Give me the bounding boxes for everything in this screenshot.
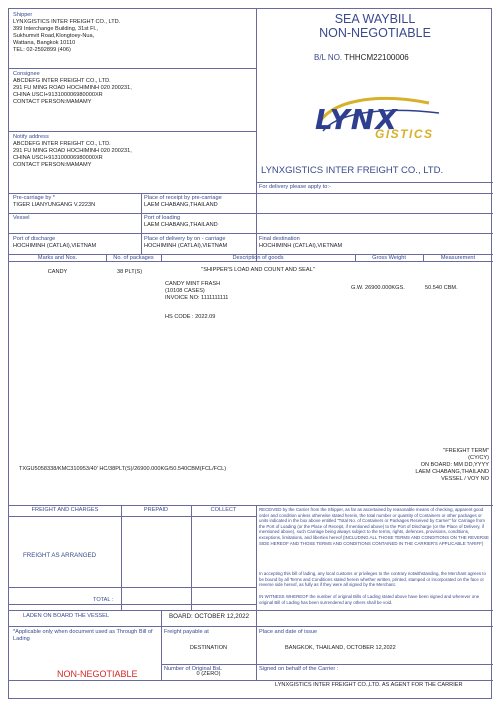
bl-number-value: THHCM22100006	[344, 53, 409, 62]
delivery-apply-label: For delivery please apply to:-	[259, 184, 331, 190]
place-receipt-field	[144, 195, 222, 209]
consignee-line: 291 FU MING ROAD HOCHIMINH 020 200231,	[13, 85, 132, 91]
consignee-label: Consignee	[13, 71, 40, 77]
footer-non-negotiable: NON-NEGOTIABLE	[57, 669, 138, 679]
shipper-load-count: "SHIPPER'S LOAD AND COUNT AND SEAL"	[201, 267, 315, 273]
notify-line: ABCDEFG INTER FREIGHT CO., LTD.	[13, 141, 111, 147]
goods-desc-line: INVOICE NO: 1111111111	[165, 295, 229, 301]
shipper-label: Shipper	[13, 12, 33, 18]
port-discharge-label: Port of discharge	[13, 236, 56, 242]
pre-carriage-label: Pre-carriage by *	[13, 195, 55, 201]
consignee-line: CHINA USCI+913100006980000XR	[13, 92, 103, 98]
freight-term-line: ON BOARD: MM DD,YYYY	[420, 462, 489, 468]
freight-payable-field	[164, 629, 209, 636]
freight-term-line: VESSEL / VOY NO	[441, 476, 489, 482]
notify-line: CHINA USCI+913100006980000XR	[13, 155, 103, 161]
shipper-line: LYNXGISTICS INTER FREIGHT CO., LTD.	[13, 19, 121, 25]
vessel-field	[13, 215, 29, 222]
hs-code: HS CODE : 2022.09	[165, 314, 216, 320]
freight-term-line: (CY/CY)	[468, 455, 489, 461]
original-bl-label: Number of Original BsL	[164, 666, 223, 672]
notify-label: Notify address	[13, 134, 49, 140]
header-gross-weight: Gross Weight	[372, 255, 406, 261]
pre-carriage-field	[13, 195, 95, 209]
container-line: TXGU5058338/KMC310953/40' HC/38PLT(S)/26900.000KG/50.540CBM(FCL/FCL)	[19, 466, 227, 472]
freight-term-block	[339, 448, 489, 483]
place-issue-field	[259, 629, 317, 636]
logo-text-lynx: LYNX	[315, 103, 398, 136]
shipper-line: TEL: 02-2592899 (406)	[13, 47, 71, 53]
applicable-note: *Applicable only when document used as Through Bill of Lading	[13, 629, 153, 642]
port-discharge-field	[13, 236, 96, 250]
laden-label: LADEN ON BOARD THE VESSEL	[23, 613, 110, 619]
header-packages: No. of packages	[113, 255, 154, 261]
total-label: TOTAL :	[93, 597, 114, 603]
bl-number-label: B/L NO.	[314, 53, 343, 62]
company-logo	[309, 91, 459, 151]
terms-accepting: In accepting this bill of lading, any local customs or privileges to the contrary notwithstanding, the Merchant agrees to be bound by all Terms and Conditions stated herein whether written, printed, stamped or incorporated on the face or reverse side hereof, as fully as if they were all signed by the Merchant.	[259, 571, 486, 588]
collect-header: COLLECT	[210, 507, 237, 513]
goods-description	[165, 281, 228, 302]
laden-board-date: BOARD: OCTOBER 12,2022	[169, 613, 250, 620]
logo-text-gistics: GISTICS	[375, 127, 434, 141]
title-sea-waybill: SEA WAYBILL	[334, 12, 416, 26]
sea-waybill-document	[8, 8, 492, 699]
company-name: LYNXGISTICS INTER FREIGHT CO., LTD.	[261, 165, 444, 176]
place-delivery-field	[144, 236, 227, 250]
freight-term-line: "FREIGHT TERM"	[443, 448, 489, 454]
vessel-label: Vessel	[13, 215, 30, 221]
shipper-section	[13, 12, 253, 54]
port-loading-label: Port of loading	[144, 215, 181, 221]
goods-packages: 38 PLT(S)	[117, 269, 143, 275]
document-title	[259, 13, 491, 40]
bl-number	[314, 53, 409, 62]
port-loading-field	[144, 215, 218, 229]
freight-arranged: FREIGHT AS ARRANGED	[23, 552, 97, 559]
notify-section	[13, 134, 253, 169]
port-discharge-value: HOCHIMINH (CATLAI),VIETNAM	[13, 243, 97, 249]
place-delivery-value: HOCHIMINH (CATLAI),VIETNAM	[144, 243, 228, 249]
consignee-line: ABCDEFG INTER FREIGHT CO., LTD.	[13, 78, 111, 84]
freight-charges-header: FREIGHT AND CHARGES	[31, 507, 99, 513]
freight-payable-value: DESTINATION	[189, 645, 228, 651]
shipper-line: 399 Interchange Building, 31st Fl.,	[13, 26, 98, 32]
freight-payable-label: Freight payable at	[164, 629, 209, 635]
notify-line: CONTACT PERSON:MAMAMY	[13, 162, 92, 168]
final-destination-field	[259, 236, 342, 250]
header-measurement: Measurement	[440, 255, 476, 261]
prepaid-header: PREPAID	[143, 507, 169, 513]
consignee-line: CONTACT PERSON:MAMAMY	[13, 99, 92, 105]
goods-desc-line: CANDY MINT FRASH	[165, 281, 221, 287]
signed-value: LYNXGISTICS INTER FREIGHT CO.,LTD. AS AGENT FOR THE CARRIER	[275, 682, 463, 688]
header-marks: Marks and Nos.	[37, 255, 78, 261]
shipper-line: Sukhumvit Road,Klongtoey-Nua,	[13, 33, 95, 39]
original-bl-value: 0 (ZERO)	[196, 671, 221, 677]
title-non-negotiable: NON-NEGOTIABLE	[319, 25, 431, 40]
place-issue-value: BANGKOK, THAILAND, OCTOBER 12,2022	[285, 645, 396, 651]
measurement-value: 50.540 CBM.	[425, 285, 458, 291]
pre-carriage-value: TIGER LIANYUNGANG V.2223N	[13, 202, 96, 208]
place-receipt-value: LAEM CHABANG,THAILAND	[144, 202, 218, 208]
goods-desc-line: (10108 CASES)	[165, 288, 205, 294]
gross-weight-value: G.W. 26900.000KGS.	[351, 285, 405, 291]
place-receipt-label: Place of receipt by pre-carriage	[144, 195, 222, 201]
port-loading-value: LAEM CHABANG,THAILAND	[144, 222, 218, 228]
final-destination-value: HOCHIMINH (CATLAI),VIETNAM	[259, 243, 343, 249]
freight-term-line: LAEM CHABANG,THAILAND	[415, 469, 489, 475]
goods-marks: CANDY	[47, 269, 68, 275]
final-destination-label: Final destination	[259, 236, 300, 242]
place-issue-label: Place and date of issue	[259, 629, 318, 635]
signed-label: Signed on behalf of the Carrier :	[259, 666, 339, 672]
terms-received: RECEIVED by the Carrier from the Shipper, as far as ascertained by reasonable means of checking, apparent good order and condition unless otherwise stated herein, the total number or quantity of Containers or other packages or units indicated in the box above entitled "Total No. of Containers or Packages Received by Carrier" for Carriage from the Port of Loading (or the Place of Receipt, if mentioned above) to the Port of Discharge (or the Place of Delivery, if mentioned above), such Carriage being always subject to the terms, rights, defences, provisions, conditions, exceptions, limitations, and liberties hereof (INCLUDING ALL THOSE TERMS AND CONDITIONS ON THE REVERSE SIDE HEREOF AND THOSE TERMS AND CONDITIONS CONTAINED IN THE CARRIER'S APPLICABLE TARIFF)	[259, 507, 489, 546]
notify-line: 291 FU MING ROAD HOCHIMINH 020 200231,	[13, 148, 132, 154]
terms-witness: IN WITNESS WHEREOF the number of original Bills of Lading stated above have been signed and wherever one original Bill of Lading has been surrendered any others shall be void.	[259, 594, 480, 605]
consignee-section	[13, 71, 253, 106]
place-delivery-label: Place of delivery by on - carriage	[144, 236, 226, 242]
header-description: Description of goods	[232, 255, 284, 261]
shipper-line: Wattana, Bangkok 10110	[13, 40, 76, 46]
